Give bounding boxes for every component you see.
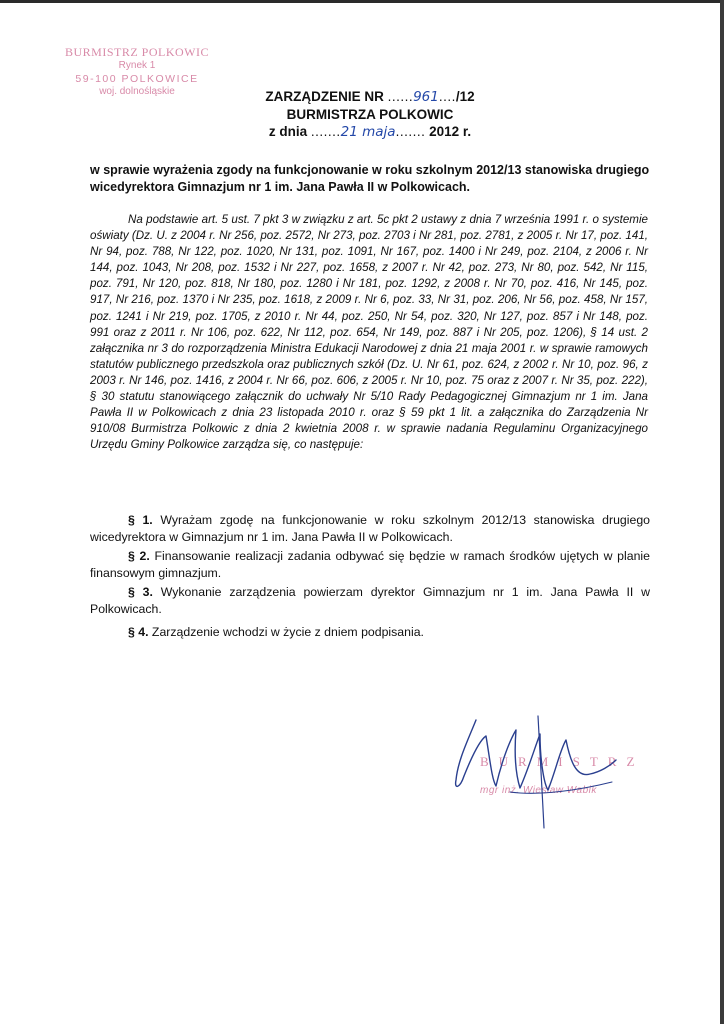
document-heading — [200, 88, 540, 141]
paragraph-2-text: Finansowanie realizacji zadania odbywać się będzie w ramach środków ujętych w planie finansowym gimnazjum. — [90, 549, 650, 580]
order-date-dots-right: ....... — [395, 124, 426, 139]
paragraph-1-mark: § 1. — [128, 513, 153, 527]
stamp-line-office: BURMISTRZ POLKOWIC — [64, 45, 209, 59]
paragraph-4-mark: § 4. — [128, 625, 149, 639]
order-date-prefix: z dnia — [268, 124, 311, 139]
order-date-handwritten: 21 maja — [340, 124, 396, 140]
order-number-handwritten: 961 — [413, 89, 439, 105]
order-date — [200, 123, 540, 141]
office-stamp — [52, 46, 222, 98]
paragraph-4 — [90, 624, 650, 641]
order-number-dots-left: ...... — [387, 89, 414, 104]
order-number-dots-right: .... — [438, 89, 456, 104]
scan-edge-top — [0, 0, 724, 3]
order-title-suffix: /12 — [455, 89, 475, 104]
paragraph-1 — [90, 512, 650, 546]
issuing-authority: BURMISTRZA POLKOWIC — [286, 107, 454, 122]
order-title — [200, 88, 540, 106]
stamp-line-city: 59-100 POLKOWICE — [75, 73, 199, 86]
signature-block — [440, 700, 645, 840]
scan-edge-right — [720, 0, 724, 1024]
order-title-prefix: ZARZĄDZENIE NR — [265, 89, 388, 104]
paragraph-4-text: Zarządzenie wchodzi w życie z dniem podpisania. — [148, 625, 424, 639]
order-date-dots-left: ....... — [310, 124, 341, 139]
paragraph-3 — [90, 584, 650, 618]
handwritten-signature — [440, 700, 640, 840]
paragraph-2 — [90, 548, 650, 582]
paragraph-3-mark: § 3. — [128, 585, 153, 599]
signature-stamp-title: BURMISTRZ — [480, 754, 645, 769]
stamp-line-street: Rynek 1 — [118, 59, 156, 71]
signature-stamp-name: mgr inż. Wiesław Wabik — [480, 785, 597, 796]
paragraph-3-text: Wykonanie zarządzenia powierzam dyrektor Gimnazjum nr 1 im. Jana Pawła II w Polkowicach. — [90, 585, 651, 616]
paragraph-1-text: Wyrażam zgodę na funkcjonowanie w roku szkolnym 2012/13 stanowiska drugiego wicedyrektora w Gimnazjum nr 1 im. Jana Pawła II w Polkowicach. — [90, 513, 650, 544]
paragraph-2-mark: § 2. — [128, 549, 150, 563]
legal-basis: Na podstawie art. 5 ust. 7 pkt 3 w związku z art. 5c pkt 2 ustawy z dnia 7 września 1991 r. o systemie oświaty (Dz. U. z 2004 r. Nr 256, poz. 2572, Nr 273, poz. 2703 i Nr 281, poz. 2781, z 2005 r. Nr 17, poz. 141, Nr 94, poz. 788, Nr 122, poz. 1020, Nr 131, poz. 1091, Nr 167, poz. 1400 i Nr 249, poz. 2104, z 2006 r. Nr 144, poz. 1043, Nr 208, poz. 1532 i Nr 227, poz. 1658, z 2007 r. Nr 42, poz. 273, Nr 80, poz. 542, Nr 115, poz. 791, Nr 120, poz. 818, Nr 180, poz. 1280 i Nr 181, poz. 1292, z 2008 r. Nr 70, poz. 416, Nr 145, poz. 917, Nr 216, poz. 1370 i Nr 235, poz. 1618, z 2009 r. Nr 6, poz. 33, Nr 31, poz. 206, Nr 56, poz. 458, Nr 157, poz. 1241 i Nr 219, poz. 1705, z 2010 r. Nr 44, poz. 250, Nr 54, poz. 320, Nr 127, poz. 857 i Nr 148, poz. 991 oraz z 2011 r. Nr 106, poz. 622, Nr 112, poz. 654, Nr 149, poz. 887 i Nr 205, poz. 1206), § 14 ust. 2 załącznika nr 3 do rozporządzenia Ministra Edukacji Narodowej z dnia 21 maja 2001 r. w sprawie ramowych statutów publicznego przedszkola oraz publicznych szkół (Dz. U. Nr 61, poz. 624, z 2002 r. Nr 10, poz. 96, z 2003 r. Nr 146, poz. 1416, z 2004 r. Nr 66, poz. 606, z 2005 r. Nr 10, poz. 75 oraz z 2007 r. Nr 35, poz. 222), § 30 statutu stanowiącego załącznik do uchwały Nr 5/10 Rady Pedagogicznej Gimnazjum nr 1 im. Jana Pawła II w Polkowicach z dnia 23 listopada 2010 r. oraz § 59 pkt 1 lit. a załącznika do Zarządzenia Nr 910/08 Burmistrza Polkowic z dnia 2 kwietnia 2008 r. w sprawie nadania Regulaminu Organizacyjnego Urzędu Gminy Polkowice zarządza się, co następuje: — [90, 213, 648, 452]
order-subject: w sprawie wyrażenia zgody na funkcjonowanie w roku szkolnym 2012/13 stanowiska drugiego wicedyrektora Gimnazjum nr 1 im. Jana Pawła II w Polkowicach. — [90, 163, 650, 194]
order-date-suffix: 2012 r. — [425, 124, 472, 139]
stamp-line-region: woj. dolnośląskie — [99, 86, 175, 98]
